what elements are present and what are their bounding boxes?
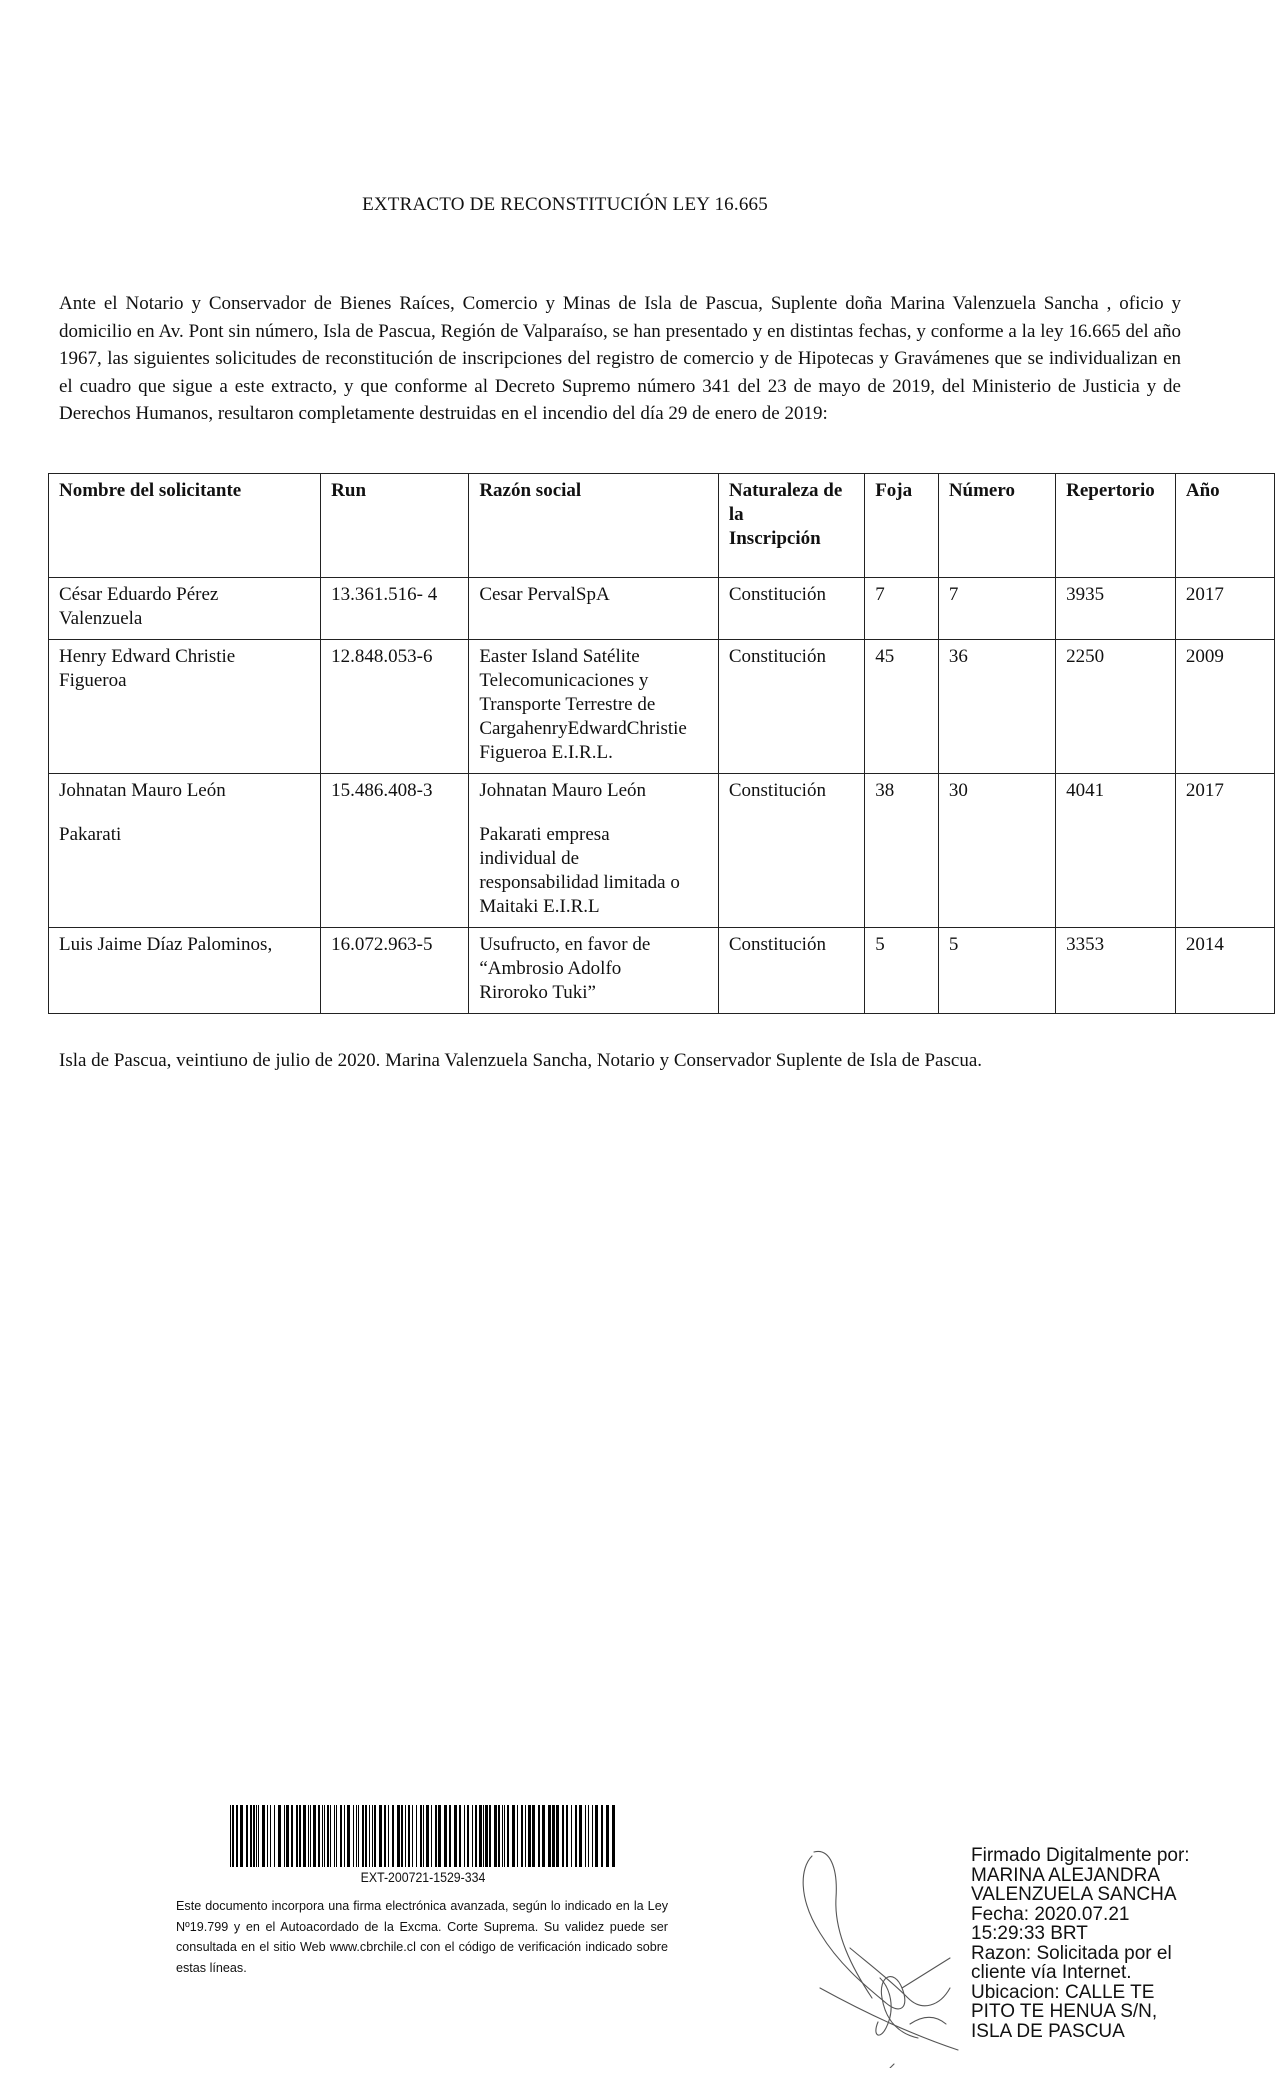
barcode-bar (612, 1805, 615, 1867)
barcode-bar (504, 1805, 505, 1867)
cell-line: Usufructo, en favor de (479, 934, 651, 955)
cell-line: Luis Jaime Díaz Palominos, (59, 934, 273, 955)
barcode-bar (601, 1805, 603, 1867)
header-repertorio: Repertorio (1056, 474, 1176, 578)
cell-line: Johnatan Mauro León (59, 780, 226, 801)
cell-line: Telecomunicaciones y (479, 670, 649, 691)
cell-anio: 2017 (1175, 774, 1274, 928)
barcode-bar (236, 1805, 238, 1867)
cell-run: 12.848.053-6 (321, 640, 469, 774)
electronic-signature-notice: Este documento incorpora una firma electrónica avanzada, según lo indicado en la Ley Nº19.799 y en el Autoacordado de la Excma. Corte Suprema. Su validez puede ser consultada en el sitio Web www.cbrchile.cl con el código de verificación indicado sobre estas líneas. (176, 1899, 668, 1975)
header-naturaleza-line: Naturaleza de (728, 480, 843, 501)
cell-line: Cesar PervalSpA (479, 584, 610, 605)
barcode-bar (303, 1805, 306, 1867)
signer-line: Razon: Solicitada por el (971, 1942, 1172, 1964)
barcode-bar (562, 1805, 564, 1867)
barcode-bar (291, 1805, 293, 1867)
header-numero: Número (938, 474, 1055, 578)
cell-line: Pakarati (59, 824, 122, 845)
barcode-bar (588, 1805, 589, 1867)
barcode-bar (240, 1805, 243, 1867)
cell-line: Valenzuela (59, 608, 143, 629)
intro-paragraph: Ante el Notario y Conservador de Bienes Raíces, Comercio y Minas de Isla de Pascua, Suplente doña Marina Valenzuela Sancha , oficio y domicilio en Av. Pont sin número, Isla de Pascua, Región de Valparaíso, se han presentado y en distintas fechas, y conforme a la ley 16.665 del año 1967, las siguientes solicitudes de reconstitución de inscripciones del registro de comercio y de Hipotecas y Gravámenes que se individualizan en el cuadro que sigue a este extracto, y que conforme al Decreto Supremo número 341 del 23 de mayo de 2019, del Ministerio de Justicia y de Derechos Humanos, resultaron completamente destruidas en el incendio del día 29 de enero de 2019: (59, 293, 1181, 424)
cell-line: Figueroa (59, 670, 127, 691)
barcode-bar (438, 1805, 441, 1867)
barcode-bar (420, 1805, 422, 1867)
barcode-bar (412, 1805, 413, 1867)
cell-line: “Ambrosio Adolfo (479, 958, 622, 979)
barcode-bar (426, 1805, 429, 1867)
cell-nombre (49, 928, 321, 1014)
signer-line: Fecha: 2020.07.21 (971, 1903, 1130, 1925)
barcode-bar (585, 1805, 586, 1867)
barcode-bar (256, 1805, 257, 1867)
barcode-bar (308, 1805, 309, 1867)
barcode-bar (330, 1805, 331, 1867)
cell-foja: 7 (865, 578, 939, 640)
barcode-bar (467, 1805, 469, 1867)
cell-line: Maitaki E.I.R.L (479, 896, 600, 917)
barcode-bar (472, 1805, 473, 1867)
barcode-bar (392, 1805, 394, 1867)
barcode-bar (521, 1805, 523, 1867)
barcode-bar (444, 1805, 447, 1867)
barcode-bar (347, 1805, 350, 1867)
barcode-bar (270, 1805, 271, 1867)
cell-numero: 36 (938, 640, 1055, 774)
cell-repertorio: 4041 (1056, 774, 1176, 928)
table-header-row (49, 474, 1275, 578)
barcode-bar (369, 1805, 370, 1867)
barcode-bar (498, 1805, 500, 1867)
cell-naturaleza: Constitución (718, 578, 864, 640)
document-title: EXTRACTO DE RECONSTITUCIÓN LEY 16.665 (362, 194, 768, 215)
barcode-bar (552, 1805, 555, 1867)
reconstitution-table (48, 473, 1275, 1014)
barcode-bar (489, 1805, 491, 1867)
barcode-bar (230, 1805, 231, 1867)
cell-line: Pakarati empresa (479, 824, 610, 845)
barcode-bar (278, 1805, 281, 1867)
barcode-bar (299, 1805, 301, 1867)
barcode-bar (356, 1805, 357, 1867)
barcode-bar (310, 1805, 311, 1867)
closing-statement: Isla de Pascua, veintiuno de julio de 2020. Marina Valenzuela Sancha, Notario y Conservador Suplente de Isla de Pascua. (59, 1050, 983, 1071)
barcode-bar (379, 1805, 382, 1867)
cell-run: 15.486.408-3 (321, 774, 469, 928)
barcode-bar (512, 1805, 515, 1867)
cell-line: Figueroa E.I.R.L. (479, 742, 613, 763)
barcode-bar (479, 1805, 482, 1867)
barcode-bar (336, 1805, 337, 1867)
barcode-bar (485, 1805, 488, 1867)
barcode-bar (405, 1805, 406, 1867)
cell-razon-social (469, 578, 719, 640)
barcode-block (228, 1805, 618, 1885)
barcode-bar (507, 1805, 509, 1867)
barcode-bar (542, 1805, 545, 1867)
barcode-bar (384, 1805, 386, 1867)
header-anio: Año (1175, 474, 1274, 578)
cell-anio: 2014 (1175, 928, 1274, 1014)
cell-numero: 5 (938, 928, 1055, 1014)
table-row (49, 928, 1275, 1014)
handwritten-signature (790, 1838, 960, 2068)
cell-numero: 30 (938, 774, 1055, 928)
cell-razon-social (469, 928, 719, 1014)
barcode-bar (592, 1805, 593, 1867)
digital-signature-info (971, 1846, 1261, 2041)
barcode-bar (362, 1805, 364, 1867)
barcode-bar (286, 1805, 289, 1867)
verification-code: EXT-200721-1529-334 (360, 1869, 486, 1885)
table-row (49, 640, 1275, 774)
barcode-bar (401, 1805, 403, 1867)
barcode-bar (571, 1805, 572, 1867)
cell-repertorio: 2250 (1056, 640, 1176, 774)
cell-line: Johnatan Mauro León (479, 780, 647, 801)
cell-razon-social (469, 774, 719, 928)
cell-foja: 45 (865, 640, 939, 774)
cell-anio: 2017 (1175, 578, 1274, 640)
barcode-bar (334, 1805, 335, 1867)
signer-line: VALENZUELA SANCHA (971, 1884, 1177, 1905)
cell-run: 16.072.963-5 (321, 928, 469, 1014)
barcode-bar (538, 1805, 540, 1867)
signer-line: PITO TE HENUA S/N, (971, 2001, 1158, 2022)
signer-line: Firmado Digitalmente por: (971, 1845, 1190, 1866)
cell-naturaleza: Constitución (718, 774, 864, 928)
cell-line: CargahenryEdwardChristie (479, 718, 687, 739)
cell-nombre (49, 774, 321, 928)
cell-line: Riroroko Tuki” (479, 982, 596, 1003)
header-nombre: Nombre del solicitante (49, 474, 321, 578)
cell-repertorio: 3935 (1056, 578, 1176, 640)
barcode-bar (313, 1805, 316, 1867)
signer-line: 15:29:33 BRT (971, 1923, 1088, 1944)
table-row (49, 774, 1275, 928)
barcode-bar (374, 1805, 376, 1867)
cell-nombre (49, 640, 321, 774)
barcode-bar (548, 1805, 551, 1867)
barcode-bar (344, 1805, 345, 1867)
cell-line: César Eduardo Pérez (59, 584, 219, 605)
signer-line: Ubicacion: CALLE TE (971, 1981, 1155, 2003)
barcode-image (228, 1805, 618, 1867)
cell-anio: 2009 (1175, 640, 1274, 774)
cell-numero: 7 (938, 578, 1055, 640)
barcode-bar (250, 1805, 252, 1867)
barcode-bar (358, 1805, 359, 1867)
barcode-bar (532, 1805, 535, 1867)
header-run: Run (321, 474, 469, 578)
barcode-bar (324, 1805, 325, 1867)
signer-line: cliente vía Internet. (971, 1962, 1132, 1983)
cell-line: Easter Island Satélite (479, 646, 640, 667)
cell-foja: 5 (865, 928, 939, 1014)
barcode-bar (459, 1805, 461, 1867)
cell-nombre (49, 578, 321, 640)
cell-line: individual de (479, 848, 580, 869)
barcode-bar (372, 1805, 373, 1867)
barcode-bar (454, 1805, 457, 1867)
cell-naturaleza: Constitución (718, 640, 864, 774)
barcode-bar (423, 1805, 424, 1867)
barcode-bar (322, 1805, 323, 1867)
barcode-bar (318, 1805, 320, 1867)
barcode-bar (416, 1805, 417, 1867)
cell-naturaleza: Constitución (718, 928, 864, 1014)
barcode-bar (327, 1805, 329, 1867)
barcode-bar (483, 1805, 484, 1867)
barcode-bar (517, 1805, 518, 1867)
barcode-bar (365, 1805, 367, 1867)
barcode-bar (556, 1805, 559, 1867)
barcode-bar (388, 1805, 389, 1867)
cell-line: Henry Edward Christie (59, 646, 236, 667)
header-naturaleza-line: Inscripción (728, 528, 821, 549)
barcode-bar (262, 1805, 265, 1867)
barcode-bar (579, 1805, 582, 1867)
barcode-bar (449, 1805, 451, 1867)
barcode-bar (340, 1805, 342, 1867)
barcode-bar (575, 1805, 577, 1867)
barcode-bar (284, 1805, 285, 1867)
barcode-bar (475, 1805, 477, 1867)
header-foja: Foja (865, 474, 939, 578)
barcode-bar (595, 1805, 598, 1867)
barcode-bar (525, 1805, 526, 1867)
cell-razon-social (469, 640, 719, 774)
barcode-bar (258, 1805, 259, 1867)
barcode-bar (353, 1805, 354, 1867)
barcode-bar (435, 1805, 437, 1867)
cell-foja: 38 (865, 774, 939, 928)
barcode-bar (397, 1805, 400, 1867)
barcode-bar (267, 1805, 268, 1867)
barcode-bar (232, 1805, 234, 1867)
barcode-bar (502, 1805, 503, 1867)
barcode-bar (408, 1805, 410, 1867)
barcode-bar (494, 1805, 497, 1867)
barcode-bar (464, 1805, 465, 1867)
table-row (49, 578, 1275, 640)
cell-run: 13.361.516- 4 (321, 578, 469, 640)
cell-line: responsabilidad limitada o (479, 872, 680, 893)
header-naturaleza-line: la (728, 504, 744, 525)
barcode-bar (246, 1805, 248, 1867)
barcode-bar (274, 1805, 275, 1867)
signer-line: MARINA ALEJANDRA (971, 1864, 1160, 1886)
barcode-bar (528, 1805, 531, 1867)
header-razon-social: Razón social (469, 474, 719, 578)
barcode-bar (566, 1805, 568, 1867)
signer-line: ISLA DE PASCUA (971, 2020, 1125, 2042)
header-naturaleza (718, 474, 864, 578)
cell-line: Transporte Terrestre de (479, 694, 656, 715)
barcode-bar (253, 1805, 255, 1867)
barcode-bar (431, 1805, 432, 1867)
barcode-bar (296, 1805, 298, 1867)
cell-repertorio: 3353 (1056, 928, 1176, 1014)
barcode-bar (606, 1805, 609, 1867)
